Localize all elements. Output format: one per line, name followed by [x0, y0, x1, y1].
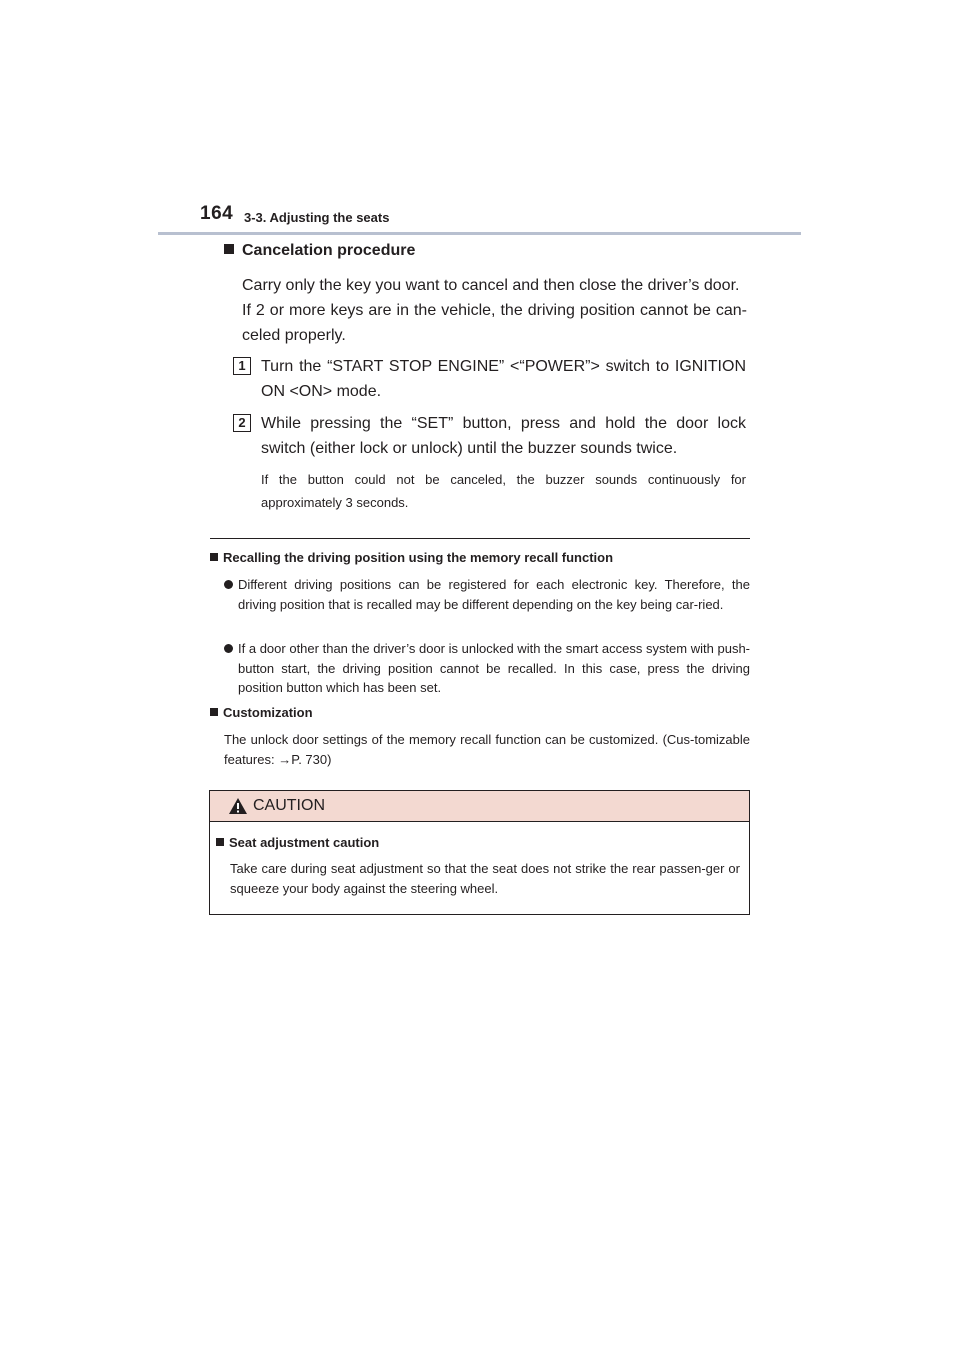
circle-bullet-icon [224, 580, 233, 589]
square-bullet-icon [210, 708, 218, 716]
caution-header-bar [210, 791, 749, 822]
step-2-text: While pressing the “SET” button, press and hold the door lock switch (either lock or unlock) until the buzzer sounds twice. [261, 415, 746, 457]
cancelation-heading-text: Cancelation procedure [242, 242, 416, 259]
circle-bullet-icon [224, 644, 233, 653]
cancelation-paragraph-1: Carry only the key you want to cancel and then close the driver’s door. [242, 277, 740, 294]
recall-bullet-2 [224, 639, 750, 698]
cancelation-note: If the button could not be canceled, the buzzer sounds continuously for approximately 3 seconds. [261, 472, 746, 510]
recall-bullet-2-text: If a door other than the driver’s door is unlocked with the smart access system with push-button start, the driving position cannot be recalled. In this case, press the driving position button which has been set. [238, 641, 750, 695]
cancelation-heading [224, 242, 415, 260]
section-divider [210, 538, 750, 539]
recall-bullet-1-text: Different driving positions can be registered for each electronic key. Therefore, the driving position that is recalled may be different depending on the key being car-ried. [238, 577, 750, 612]
recall-heading [210, 550, 613, 565]
section-title: 3-3. Adjusting the seats [244, 210, 390, 225]
customization-text: The unlock door settings of the memory recall function can be customized. (Cus-tomizable features: →P. 730) [224, 732, 750, 767]
recall-bullet-1 [224, 575, 750, 614]
cancelation-paragraph-2: If 2 or more keys are in the vehicle, the driving position cannot be can-celed properly. [242, 302, 747, 344]
header-divider [158, 232, 801, 235]
recall-heading-text: Recalling the driving position using the memory recall function [223, 550, 614, 565]
warning-triangle-icon [228, 797, 248, 815]
caution-label: CAUTION [253, 797, 325, 814]
step-1-number: 1 [233, 357, 251, 375]
customization-heading [210, 705, 313, 720]
caution-heading-text: Seat adjustment caution [229, 835, 380, 850]
caution-text: Take care during seat adjustment so that the seat does not strike the rear passen-ger or squeeze your body against the steering wheel. [230, 861, 740, 896]
caution-heading [216, 835, 379, 850]
square-bullet-icon [216, 838, 224, 846]
customization-heading-text: Customization [223, 705, 313, 720]
square-bullet-icon [210, 553, 218, 561]
page-number: 164 [200, 203, 234, 224]
step-2-number: 2 [233, 414, 251, 432]
square-bullet-icon [224, 244, 234, 254]
caution-box [209, 790, 750, 915]
step-1-text: Turn the “START STOP ENGINE” <“POWER”> switch to IGNITION ON <ON> mode. [261, 358, 746, 400]
